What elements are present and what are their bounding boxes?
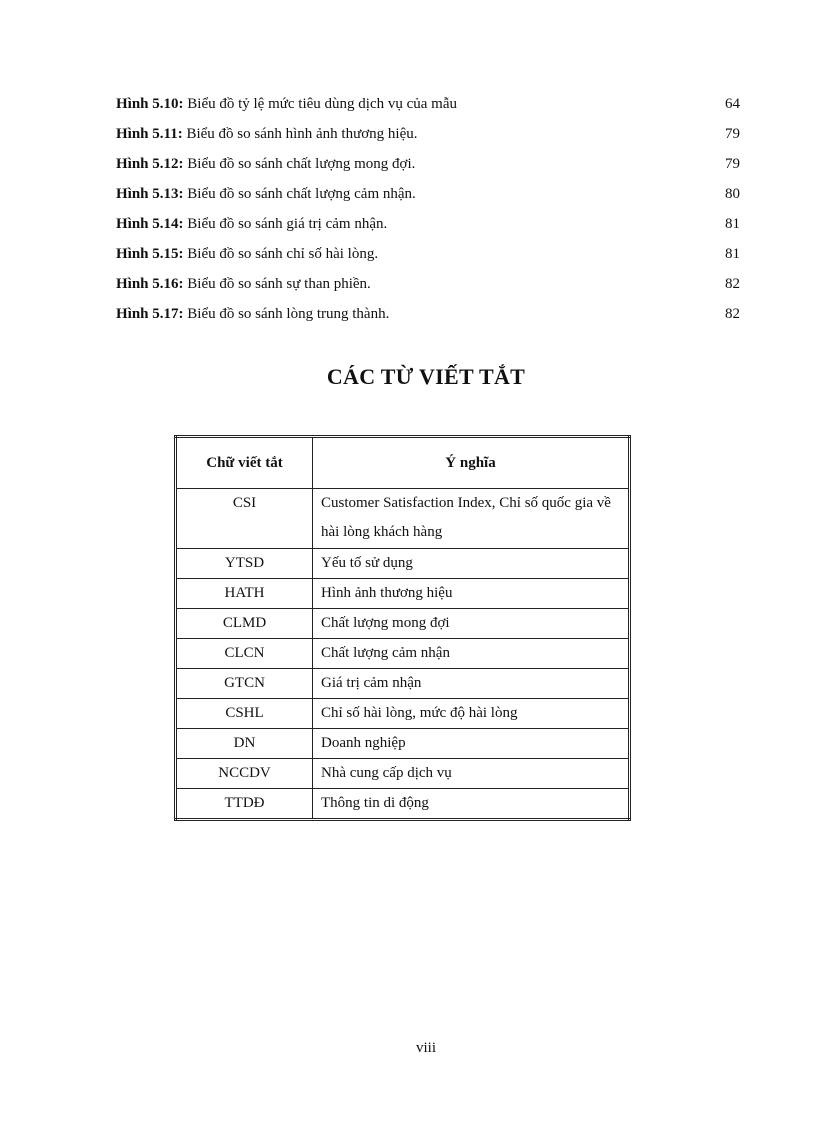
figure-title: Biểu đồ tỷ lệ mức tiêu dùng dịch vụ của mẫu xyxy=(187,96,458,112)
figure-list-item xyxy=(116,122,740,152)
figure-list-item xyxy=(116,302,740,332)
table-row xyxy=(176,699,630,729)
figure-page: 82 xyxy=(725,276,740,292)
abbreviation-meaning: Hình ảnh thương hiệu xyxy=(313,579,630,609)
figure-title: Biểu đồ so sánh chỉ số hài lòng. xyxy=(187,246,379,262)
abbreviation-code: NCCDV xyxy=(176,759,313,789)
figure-label: Hình 5.14: xyxy=(116,216,184,232)
abbreviations-table xyxy=(174,435,631,821)
abbreviation-meaning: Customer Satisfaction Index, Chỉ số quốc gia về hài lòng khách hàng xyxy=(313,489,630,549)
table-row xyxy=(176,759,630,789)
abbreviation-meaning: Doanh nghiệp xyxy=(313,729,630,759)
figure-list-item xyxy=(116,272,740,302)
abbreviation-code: CSI xyxy=(176,489,313,549)
figure-list xyxy=(116,92,740,332)
header-meaning: Ý nghĩa xyxy=(313,437,630,489)
figure-title: Biểu đồ so sánh lòng trung thành. xyxy=(187,306,390,322)
figure-title: Biểu đồ so sánh sự than phiền. xyxy=(187,276,371,292)
figure-title: Biểu đồ so sánh chất lượng mong đợi. xyxy=(187,156,416,172)
figure-list-item xyxy=(116,242,740,272)
abbreviation-meaning: Giá trị cảm nhận xyxy=(313,669,630,699)
figure-label: Hình 5.17: xyxy=(116,306,184,322)
table-row xyxy=(176,609,630,639)
table-row xyxy=(176,669,630,699)
section-title: CÁC TỪ VIẾT TẮT xyxy=(326,364,526,389)
abbreviation-meaning: Nhà cung cấp dịch vụ xyxy=(313,759,630,789)
header-abbreviation: Chữ viết tắt xyxy=(176,437,313,489)
abbreviation-code: YTSD xyxy=(176,549,313,579)
abbreviation-meaning: Thông tin di động xyxy=(313,789,630,820)
table-row xyxy=(176,789,630,820)
figure-page: 79 xyxy=(725,156,740,172)
figure-list-item xyxy=(116,182,740,212)
figure-label: Hình 5.15: xyxy=(116,246,184,262)
table-row xyxy=(176,639,630,669)
abbreviation-code: TTDĐ xyxy=(176,789,313,820)
figure-title: Biểu đồ so sánh giá trị cảm nhận. xyxy=(187,216,388,232)
page-number: viii xyxy=(415,1040,436,1056)
figure-label: Hình 5.16: xyxy=(116,276,184,292)
abbreviation-meaning: Chất lượng mong đợi xyxy=(313,609,630,639)
abbreviation-code: CSHL xyxy=(176,699,313,729)
figure-label: Hình 5.11: xyxy=(116,126,183,142)
figure-list-item xyxy=(116,152,740,182)
table-row xyxy=(176,579,630,609)
figure-page: 81 xyxy=(725,246,740,262)
abbreviation-code: DN xyxy=(176,729,313,759)
abbreviation-code: CLCN xyxy=(176,639,313,669)
abbreviation-code: GTCN xyxy=(176,669,313,699)
figure-page: 81 xyxy=(725,216,740,232)
figure-list-item xyxy=(116,212,740,242)
table-row xyxy=(176,489,630,549)
abbreviation-meaning: Chỉ số hài lòng, mức độ hài lòng xyxy=(313,699,630,729)
figure-page: 79 xyxy=(725,126,740,142)
abbreviation-meaning: Yếu tố sử dụng xyxy=(313,549,630,579)
figure-page: 82 xyxy=(725,306,740,322)
figure-title: Biểu đồ so sánh hình ảnh thương hiệu. xyxy=(186,126,418,142)
table-row xyxy=(176,549,630,579)
abbreviation-code: CLMD xyxy=(176,609,313,639)
figure-label: Hình 5.10: xyxy=(116,96,184,112)
abbreviation-meaning: Chất lượng cảm nhận xyxy=(313,639,630,669)
figure-title: Biểu đồ so sánh chất lượng cảm nhận. xyxy=(187,186,416,202)
figure-label: Hình 5.13: xyxy=(116,186,184,202)
figure-page: 80 xyxy=(725,186,740,202)
table-row xyxy=(176,729,630,759)
figure-label: Hình 5.12: xyxy=(116,156,184,172)
table-header-row xyxy=(176,437,630,489)
abbreviation-code: HATH xyxy=(176,579,313,609)
figure-list-item xyxy=(116,92,740,122)
figure-page: 64 xyxy=(725,96,740,112)
